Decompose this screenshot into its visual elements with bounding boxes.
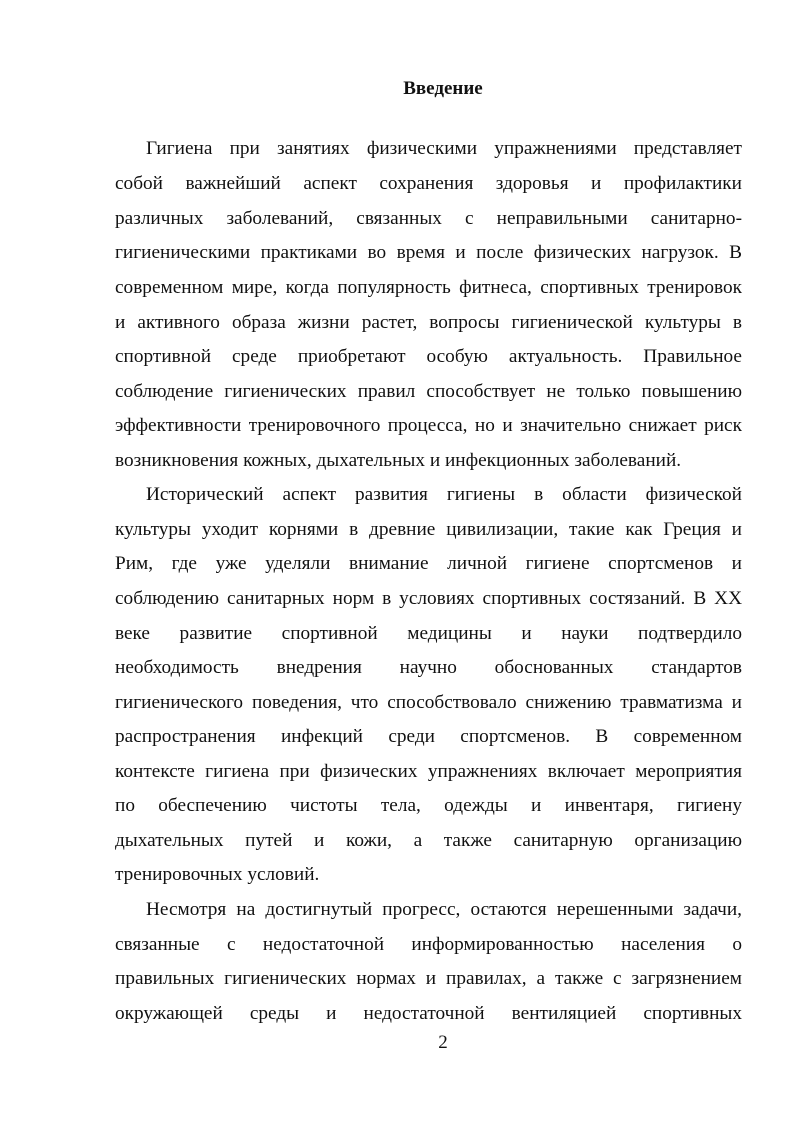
text-line: окружающей среды и недостаточной вентиляцией спортивных bbox=[115, 1003, 742, 1024]
page-number: 2 bbox=[438, 1032, 448, 1053]
text-line: распространения инфекций среди спортсменов. В современном bbox=[115, 726, 742, 747]
text-line: современном мире, когда популярность фитнеса, спортивных тренировок bbox=[115, 277, 742, 298]
text-line: необходимость внедрения научно обоснованных стандартов bbox=[115, 657, 742, 678]
text-line: по обеспечению чистоты тела, одежды и инвентаря, гигиену bbox=[115, 795, 742, 816]
text-line: гигиенического поведения, что способствовало снижению травматизма и bbox=[115, 692, 742, 713]
text-line: культуры уходит корнями в древние цивилизации, такие как Греция и bbox=[115, 519, 742, 540]
text-line: спортивной среде приобретают особую актуальность. Правильное bbox=[115, 346, 742, 367]
text-line: связанные с недостаточной информированностью населения о bbox=[115, 934, 742, 955]
text-line: соблюдение гигиенических правил способствует не только повышению bbox=[115, 381, 742, 402]
text-line: различных заболеваний, связанных с неправильными санитарно- bbox=[115, 208, 742, 229]
text-line: тренировочных условий. bbox=[115, 864, 320, 885]
text-line: контексте гигиена при физических упражнениях включает мероприятия bbox=[115, 761, 742, 782]
text-line: правильных гигиенических нормах и правилах, а также с загрязнением bbox=[115, 968, 742, 989]
text-line: гигиеническими практиками во время и после физических нагрузок. В bbox=[115, 242, 742, 263]
text-line: и активного образа жизни растет, вопросы гигиенической культуры в bbox=[115, 312, 742, 333]
text-line: эффективности тренировочного процесса, но и значительно снижает риск bbox=[115, 415, 742, 436]
text-line: соблюдению санитарных норм в условиях спортивных состязаний. В XX bbox=[115, 588, 742, 609]
text-line: Рим, где уже уделяли внимание личной гигиене спортсменов и bbox=[115, 553, 742, 574]
text-line: Несмотря на достигнутый прогресс, остаются нерешенными задачи, bbox=[146, 899, 742, 920]
text-line: собой важнейший аспект сохранения здоровья и профилактики bbox=[115, 173, 742, 194]
section-title: Введение bbox=[403, 78, 483, 99]
text-line: Гигиена при занятиях физическими упражнениями представляет bbox=[146, 138, 742, 159]
text-line: Исторический аспект развития гигиены в области физической bbox=[146, 484, 742, 505]
text-line: веке развитие спортивной медицины и науки подтвердило bbox=[115, 623, 742, 644]
text-line: дыхательных путей и кожи, а также санитарную организацию bbox=[115, 830, 742, 851]
text-line: возникновения кожных, дыхательных и инфекционных заболеваний. bbox=[115, 450, 682, 471]
